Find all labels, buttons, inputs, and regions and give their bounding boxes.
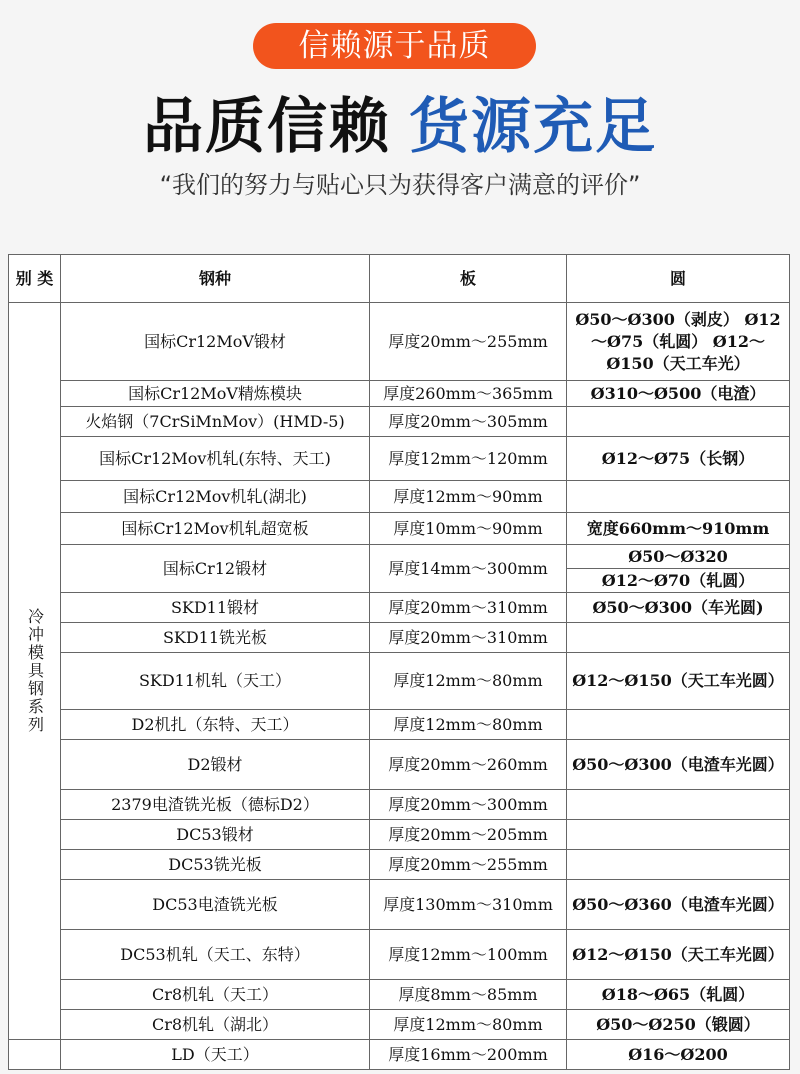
table-row: [9, 623, 790, 653]
table-row: [9, 880, 790, 930]
plate-cell: 厚度12mm～100mm: [370, 930, 567, 980]
steel-cell: D2机扎（东特、天工）: [61, 710, 370, 740]
table-row: [9, 513, 790, 545]
steel-cell: 国标Cr12MoV锻材: [61, 303, 370, 381]
round-cell: Ø50～Ø360（电渣车光圆）: [567, 880, 790, 930]
table-row: [9, 820, 790, 850]
table-row: [9, 381, 790, 407]
round-cell: [567, 790, 790, 820]
steel-cell: 国标Cr12Mov机轧超宽板: [61, 513, 370, 545]
round-cell: Ø16～Ø200: [567, 1040, 790, 1070]
plate-cell: 厚度20mm～305mm: [370, 407, 567, 437]
round-cell: [567, 481, 790, 513]
round-cell: [567, 623, 790, 653]
round-cell: Ø12～Ø150（天工车光圆）: [567, 930, 790, 980]
round-cell: [567, 407, 790, 437]
category-label: 冷冲模具钢系列: [25, 608, 45, 734]
table-row: [9, 710, 790, 740]
table-row: [9, 1010, 790, 1040]
round-cell: [567, 850, 790, 880]
round-cell: Ø18～Ø65（轧圆）: [567, 980, 790, 1010]
round-cell: Ø50～Ø250（锻圆）: [567, 1010, 790, 1040]
plate-cell: 厚度20mm～310mm: [370, 623, 567, 653]
header-badge: 信赖源于品质: [253, 23, 536, 69]
steel-cell: SKD11铣光板: [61, 623, 370, 653]
round-cell: Ø50～Ø320: [567, 545, 790, 569]
table-row: [9, 653, 790, 710]
steel-cell: D2锻材: [61, 740, 370, 790]
round-cell: Ø310～Ø500（电渣）: [567, 381, 790, 407]
plate-cell: 厚度12mm～90mm: [370, 481, 567, 513]
steel-cell: 国标Cr12锻材: [61, 545, 370, 593]
steel-cell: Cr8机轧（湖北）: [61, 1010, 370, 1040]
steel-cell: SKD11锻材: [61, 593, 370, 623]
plate-cell: 厚度12mm～80mm: [370, 1010, 567, 1040]
steel-cell: 国标Cr12Mov机轧(湖北): [61, 481, 370, 513]
round-cell: 宽度660mm～910mm: [567, 513, 790, 545]
round-cell: [567, 820, 790, 850]
steel-cell: LD（天工）: [61, 1040, 370, 1070]
steel-cell: DC53铣光板: [61, 850, 370, 880]
headline: [0, 92, 800, 162]
plate-cell: 厚度260mm～365mm: [370, 381, 567, 407]
table-row: [9, 790, 790, 820]
steel-cell: 国标Cr12MoV精炼模块: [61, 381, 370, 407]
round-cell: Ø12～Ø75（长钢）: [567, 437, 790, 481]
plate-cell: 厚度20mm～205mm: [370, 820, 567, 850]
table-row: [9, 980, 790, 1010]
table-row: [9, 545, 790, 569]
steel-cell: 国标Cr12Mov机轧(东特、天工): [61, 437, 370, 481]
plate-cell: 厚度10mm～90mm: [370, 513, 567, 545]
category-cell: [9, 303, 61, 1040]
table-row: [9, 481, 790, 513]
table-row: [9, 740, 790, 790]
table-row: [9, 930, 790, 980]
category-cell-empty: [9, 1040, 61, 1070]
table-row: [9, 437, 790, 481]
steel-spec-table: [8, 254, 790, 1070]
header-category: 别 类: [9, 255, 61, 303]
steel-cell: 2379电渣铣光板（德标D2）: [61, 790, 370, 820]
plate-cell: 厚度20mm～310mm: [370, 593, 567, 623]
round-cell: Ø50～Ø300（车光圆): [567, 593, 790, 623]
plate-cell: 厚度20mm～255mm: [370, 850, 567, 880]
steel-cell: DC53电渣铣光板: [61, 880, 370, 930]
headline-part1: 品质信赖: [143, 92, 391, 162]
plate-cell: 厚度12mm～120mm: [370, 437, 567, 481]
plate-cell: 厚度130mm～310mm: [370, 880, 567, 930]
round-cell: Ø50～Ø300（剥皮） Ø12～Ø75（轧圆） Ø12～Ø150（天工车光）: [567, 303, 790, 381]
plate-cell: 厚度20mm～260mm: [370, 740, 567, 790]
table-row: [9, 1040, 790, 1070]
plate-cell: 厚度12mm～80mm: [370, 653, 567, 710]
headline-part2: 货源充足: [409, 92, 657, 162]
header-round: 圆: [567, 255, 790, 303]
table-row: [9, 303, 790, 381]
plate-cell: 厚度8mm～85mm: [370, 980, 567, 1010]
plate-cell: 厚度14mm～300mm: [370, 545, 567, 593]
table-row: [9, 407, 790, 437]
table-row: [9, 593, 790, 623]
round-cell: Ø12～Ø150（天工车光圆）: [567, 653, 790, 710]
plate-cell: 厚度20mm～255mm: [370, 303, 567, 381]
plate-cell: 厚度20mm～300mm: [370, 790, 567, 820]
header-plate: 板: [370, 255, 567, 303]
steel-cell: 火焰钢（7CrSiMnMov）(HMD-5): [61, 407, 370, 437]
steel-cell: DC53机轧（天工、东特）: [61, 930, 370, 980]
plate-cell: 厚度16mm～200mm: [370, 1040, 567, 1070]
round-cell: Ø50～Ø300（电渣车光圆）: [567, 740, 790, 790]
subtitle: “我们的努力与贴心只为获得客户满意的评价”: [159, 171, 641, 199]
round-cell: [567, 710, 790, 740]
table-row: [9, 850, 790, 880]
header-steel: 钢种: [61, 255, 370, 303]
plate-cell: 厚度12mm～80mm: [370, 710, 567, 740]
steel-cell: Cr8机轧（天工）: [61, 980, 370, 1010]
steel-cell: DC53锻材: [61, 820, 370, 850]
steel-cell: SKD11机轧（天工）: [61, 653, 370, 710]
table-header-row: [9, 255, 790, 303]
round-cell: Ø12～Ø70（轧圆）: [567, 569, 790, 593]
